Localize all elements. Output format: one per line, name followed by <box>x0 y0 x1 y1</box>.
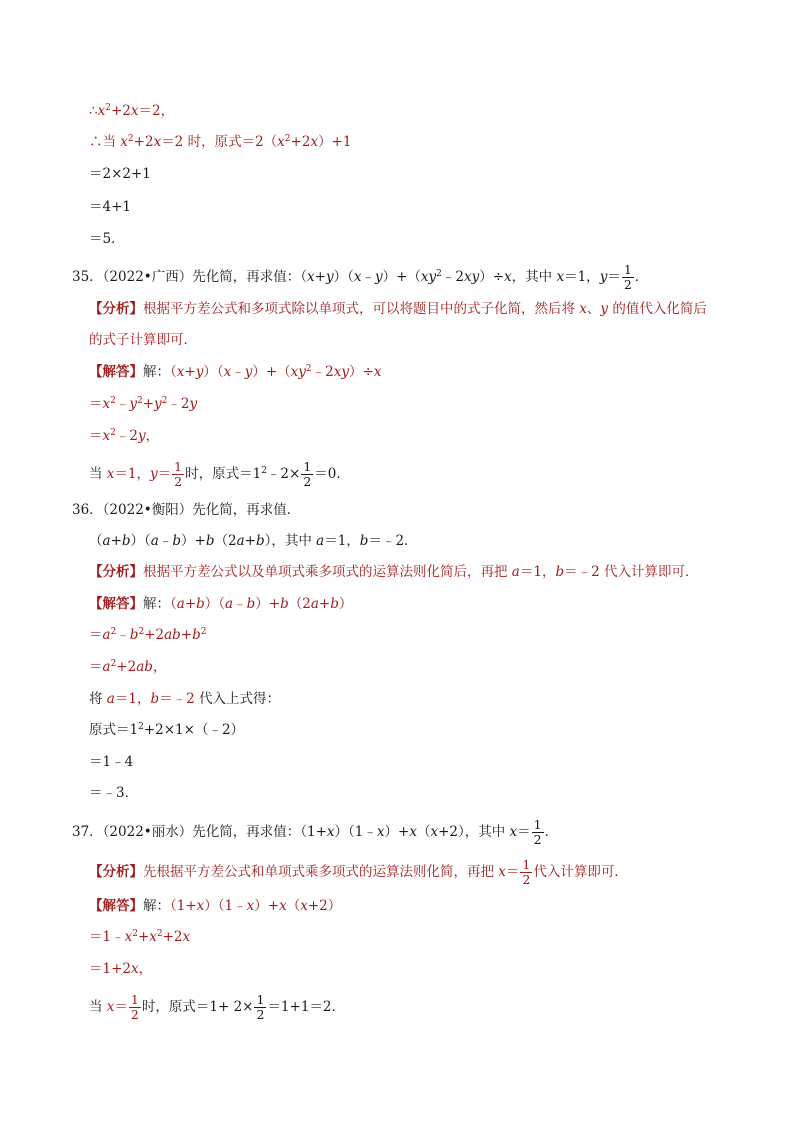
analysis-35: 【分析】根据平方差公式和多项式除以单项式，可以将题目中的式子化简，然后将 x、y 的值代入化简后 <box>89 301 707 317</box>
fraction: $\frac{1}{2}$ <box>623 262 632 292</box>
solution-line: ＝﹣3． <box>89 785 139 801</box>
analysis-37: 【分析】先根据平方差公式和单项式乘多项式的运算法则化简，再把 x＝ $\frac{1}{2}$ 代入计算即可． <box>89 857 628 887</box>
solution-line: $=x^2﹣2y$， <box>89 428 160 444</box>
question-36-expr: （a+b）（a﹣b）+b（2a+b），其中 a＝1，b＝﹣2． <box>89 533 418 549</box>
solution-line: ＝1+2x， <box>89 961 153 977</box>
solution-line: ＝5． <box>89 231 125 247</box>
solution-line: ＝2×2+1 <box>89 166 151 182</box>
solution-line: ＝1﹣4 <box>89 754 134 770</box>
solution-line: $=a^2﹣b^2+2ab+b^2$ <box>89 627 207 643</box>
solution-line: 原式$=1^2+2\times 1\times(﹣2)$ <box>89 722 245 738</box>
solution-line: ＝4+1 <box>89 199 131 215</box>
question-35: 35．（2022•广西）先化简，再求值：$(x+y)(x﹣y)+(xy^2﹣2xy)\div x$，其中 x＝1，y＝ $\frac{1}{2}$ ． <box>72 262 649 292</box>
solution-line: $=1﹣x^2+x^2+2x$ <box>89 929 191 945</box>
answer-36: 【解答】解：（a+b）（a﹣b）+b（2a+b） <box>89 596 353 612</box>
solution-line: $\therefore x^2+2x=2$， <box>89 103 175 119</box>
analysis-36: 【分析】根据平方差公式以及单项式乘多项式的运算法则化简后，再把 a＝1，b＝﹣2 代入计算即可． <box>89 564 699 580</box>
question-36: 36．（2022•衡阳）先化简，再求值． <box>72 502 301 518</box>
answer-37: 【解答】解：（1+x）（1﹣x）+x（x+2） <box>89 898 342 914</box>
solution-line: ∴当 $x^2+2x=2$ 时，原式$=2(x^2+2x)+1$ <box>89 134 352 150</box>
question-37: 37．（2022•丽水）先化简，再求值：（1+x）（1﹣x）+x（x+2），其中 x＝ $\frac{1}{2}$ ． <box>72 817 559 847</box>
answer-35: 【解答】解：$(x+y)(x﹣y)+(xy^2﹣2xy)\div x$ <box>89 364 382 380</box>
solution-line: 将 a＝1，b＝﹣2 代入上式得： <box>89 691 280 707</box>
analysis-35-cont: 的式子计算即可． <box>89 332 197 348</box>
solution-line: $=a^2+2ab$， <box>89 659 167 675</box>
solution-line: $=x^2﹣y^2+y^2﹣2y$ <box>89 396 198 412</box>
solution-line: 当 x＝1，y＝ $\frac{1}{2}$ 时，原式$=1^2﹣2\times$ $\frac{1}{2}$ ＝0． <box>89 459 350 489</box>
solution-line: 当 x＝ $\frac{1}{2}$ 时，原式＝1+ 2× $\frac{1}{2}$ ＝1+1＝2． <box>89 992 346 1022</box>
